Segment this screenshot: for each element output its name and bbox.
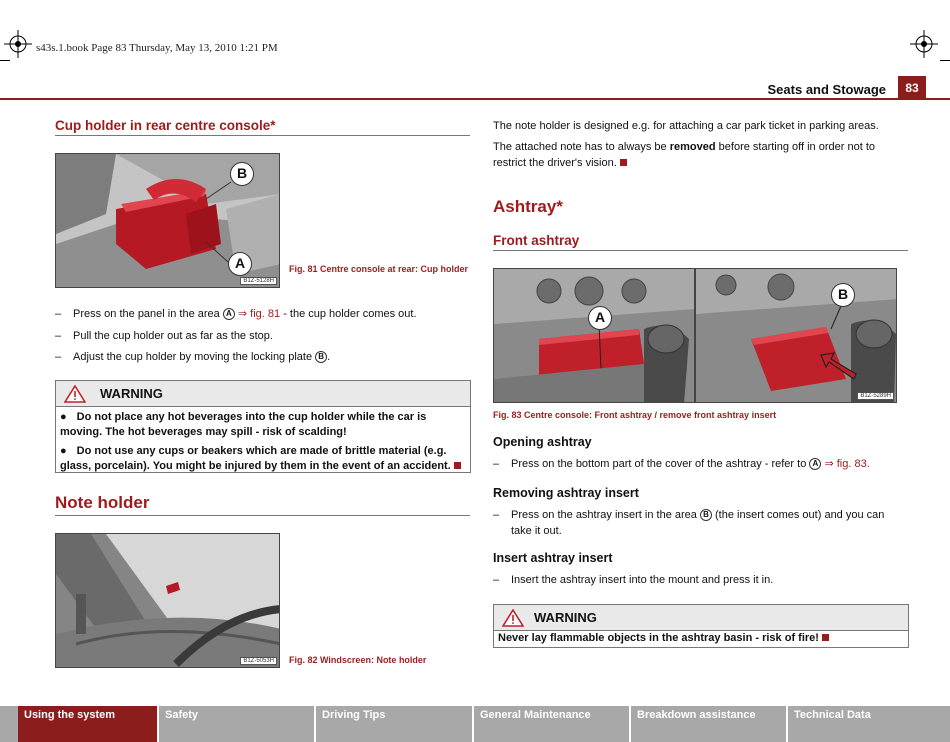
warning-item-text: Do not place any hot beverages into the cup holder while the car is moving. The hot beverages may spill - risk of scalding! (60, 411, 427, 438)
registration-mark-right-icon (910, 30, 938, 58)
figure-83-ashtray-left (493, 268, 695, 403)
note-holder-paragraph-2 (493, 139, 908, 171)
warning-text: Never lay flammable objects in the ashtray basin - risk of fire! (498, 632, 819, 644)
removing-insert-heading: Removing ashtray insert (493, 486, 639, 500)
section-title: Seats and Stowage (767, 82, 886, 97)
step-text: (the insert comes out) and you can take it out. (511, 509, 885, 537)
footer-tab-using-the-system[interactable]: Using the system (18, 706, 157, 742)
figure-81-cup-holder (55, 153, 280, 288)
step-text: - the cup holder comes out. (283, 308, 417, 320)
figure-label-a: A (588, 306, 612, 330)
footer-tab-safety[interactable]: Safety (159, 706, 314, 742)
ashtray-heading: Ashtray* (493, 197, 563, 216)
figure-label-b: B (230, 162, 254, 186)
warning-box (55, 380, 471, 473)
end-of-section-icon (454, 462, 461, 469)
warning-body (494, 631, 908, 649)
figure-label-a: A (228, 252, 252, 276)
cup-holder-heading: Cup holder in rear centre console* (55, 118, 276, 133)
marker-a: A (809, 458, 821, 470)
warning-header (494, 605, 908, 631)
note-holder-paragraph-1: The note holder is designed e.g. for attaching a car park ticket in parking areas. (493, 120, 879, 132)
heading-rule (55, 515, 470, 516)
figure-code: B1Z-5128H (240, 277, 277, 285)
warning-item: ● Do not place any hot beverages into the cup holder while the car is moving. The hot beverages may spill - risk of scalding! (60, 411, 427, 438)
figure-83-ashtray-right (695, 268, 897, 403)
warning-box (493, 604, 909, 648)
opening-ashtray-step: – Press on the bottom part of the cover of the ashtray - refer to A ⇒ fig. 83. (493, 458, 870, 470)
marker-a: A (223, 308, 235, 320)
insert-ashtray-heading: Insert ashtray insert (493, 551, 613, 565)
figure-label-b: B (831, 283, 855, 307)
opening-ashtray-heading: Opening ashtray (493, 435, 592, 449)
step-text: Insert the ashtray insert into the mount and press it in. (511, 574, 774, 586)
front-ashtray-heading: Front ashtray (493, 233, 580, 248)
figure-82-note-holder (55, 533, 280, 668)
end-of-section-icon (620, 159, 627, 166)
footer-tab-breakdown-assistance[interactable]: Breakdown assistance (631, 706, 786, 742)
crop-mark (940, 60, 950, 61)
figure-82-caption: Fig. 82 Windscreen: Note holder (289, 655, 427, 665)
step-text: Press on the ashtray insert in the area (511, 509, 697, 521)
page-number: 83 (898, 76, 926, 100)
cup-holder-step-2: – Pull the cup holder out as far as the stop. (55, 330, 273, 342)
crop-mark (0, 60, 10, 61)
cup-holder-step-1: – Press on the panel in the area A ⇒ fig. 81 - the cup holder comes out. (55, 308, 417, 320)
footer-tab-general-maintenance[interactable]: General Maintenance (474, 706, 629, 742)
paragraph-text: before starting off in order not to restrict the driver's vision. (493, 141, 875, 169)
warning-title: WARNING (534, 610, 597, 625)
warning-item-text: Do not use any cups or beakers which are made of brittle material (e.g. glass, porcelain). You might be injured by them in the event of an accident. (60, 445, 451, 472)
note-holder-heading: Note holder (55, 493, 150, 512)
figure-81-caption: Fig. 81 Centre console at rear: Cup holder (289, 264, 469, 274)
figure-reference-link[interactable]: ⇒ fig. 81 (237, 308, 281, 320)
marker-b: B (315, 351, 327, 363)
end-of-section-icon (822, 634, 829, 641)
footer-tab-technical-data[interactable]: Technical Data (788, 706, 950, 742)
step-text: Press on the bottom part of the cover of the ashtray - refer to (511, 458, 807, 470)
registration-mark-left-icon (4, 30, 32, 58)
warning-triangle-icon (64, 385, 86, 403)
heading-rule (493, 250, 908, 251)
heading-rule (55, 135, 470, 136)
figure-83-caption: Fig. 83 Centre console: Front ashtray / remove front ashtray insert (493, 410, 777, 420)
header-rule (0, 98, 950, 100)
cup-holder-step-3: – Adjust the cup holder by moving the locking plate B . (55, 351, 331, 363)
warning-triangle-icon (502, 609, 524, 627)
warning-title: WARNING (100, 386, 163, 401)
footer-spacer (0, 706, 18, 742)
footer-tab-driving-tips[interactable]: Driving Tips (316, 706, 472, 742)
warning-item: ● Do not use any cups or beakers which are made of brittle material (e.g. glass, porcelain). You might be injured by them in the event of an accident. (60, 444, 466, 474)
warning-header (56, 381, 470, 407)
insert-ashtray-step: – Insert the ashtray insert into the mount and press it in. (493, 574, 774, 586)
step-text: Adjust the cup holder by moving the locking plate (73, 351, 313, 363)
paragraph-text: The attached note has to always be (493, 141, 667, 153)
step-text: Press on the panel in the area (73, 308, 220, 320)
warning-body (56, 407, 470, 477)
step-text: Pull the cup holder out as far as the stop. (73, 330, 273, 342)
paragraph-bold-text: removed (669, 141, 716, 153)
marker-b: B (700, 509, 712, 521)
figure-code: B1Z-5053H (240, 657, 277, 665)
figure-code: B1Z-5289H (857, 392, 894, 400)
crop-line-text: s43s.1.book Page 83 Thursday, May 13, 2010 1:21 PM (36, 42, 278, 54)
figure-reference-link[interactable]: ⇒ fig. 83. (824, 458, 870, 470)
removing-insert-step: – Press on the ashtray insert in the area B (the insert comes out) and you can take it out. (493, 509, 885, 537)
